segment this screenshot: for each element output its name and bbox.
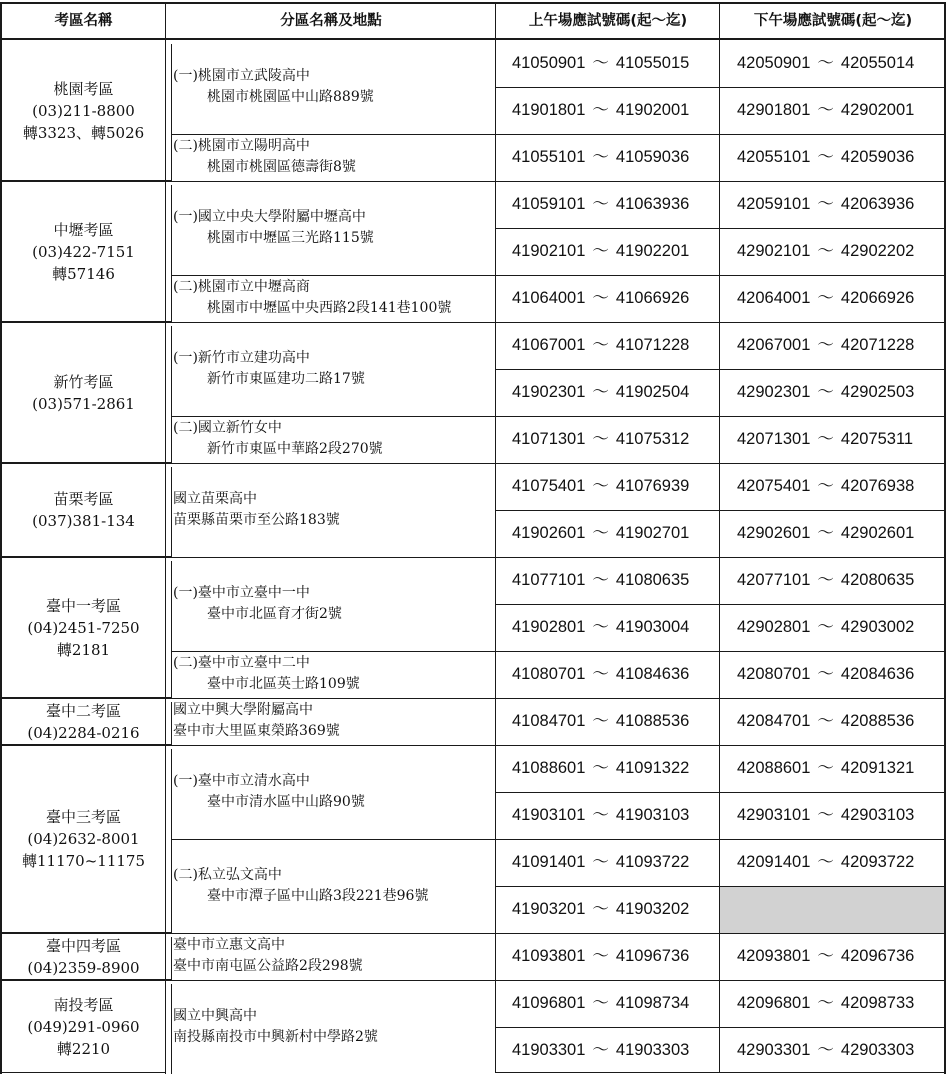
am-range — [512, 510, 689, 557]
region-phone: (04)2451-7250 — [27, 618, 140, 637]
range-end: 42902503 — [840, 383, 915, 401]
range-separator: ～ — [592, 195, 609, 213]
site-cell — [173, 654, 495, 695]
am-range — [512, 604, 689, 651]
site-address: 臺中市北區育才街2號 — [207, 606, 342, 622]
range-end: 41071228 — [615, 336, 690, 354]
range-separator: ～ — [592, 336, 609, 354]
range-end: 42902601 — [840, 524, 915, 542]
range-start: 41064001 — [512, 289, 586, 307]
range-start: 42903301 — [737, 1041, 811, 1059]
range-start: 42088601 — [737, 759, 811, 777]
site-address: 桃園市桃園區德壽街8號 — [207, 159, 356, 175]
table-rule — [0, 1072, 166, 1073]
range-separator: ～ — [817, 665, 834, 683]
range-end: 41084636 — [615, 665, 690, 683]
pm-range — [737, 87, 914, 134]
region-phone: (04)2632-8001 — [27, 830, 140, 848]
range-end: 42096736 — [840, 947, 915, 965]
range-end: 42098733 — [840, 994, 915, 1012]
pm-range — [737, 933, 914, 980]
region-extension: 轉2210 — [56, 1040, 111, 1058]
range-start: 42077101 — [737, 571, 811, 589]
range-end: 41055015 — [615, 54, 690, 72]
table-rule — [0, 2, 946, 4]
table-rule — [171, 275, 495, 276]
site-cell — [173, 419, 495, 460]
region-name: 臺中三考區 — [45, 808, 121, 826]
site-address: 桃園市中壢區三光路115號 — [207, 230, 374, 246]
range-start: 41902101 — [512, 242, 586, 260]
range-end: 41903103 — [615, 806, 690, 824]
site-address: 臺中市潭子區中山路3段221巷96號 — [207, 888, 429, 904]
region-cell — [2, 42, 165, 179]
range-start: 42902101 — [737, 242, 811, 260]
region-extension: 轉2181 — [56, 640, 111, 659]
pm-range — [737, 839, 914, 886]
range-end: 41902201 — [615, 242, 690, 260]
am-range — [512, 839, 689, 886]
range-start: 41901801 — [512, 101, 586, 119]
range-end: 42903103 — [840, 806, 915, 824]
table-rule — [0, 979, 172, 981]
site-address: 臺中市大里區東榮路369號 — [173, 723, 340, 739]
site-name: (一)桃園市立武陵高中 — [173, 68, 310, 84]
range-end: 42088536 — [840, 712, 915, 730]
range-start: 42091401 — [737, 853, 811, 871]
table-rule — [171, 326, 172, 463]
range-start: 41902801 — [512, 618, 586, 636]
site-name: 國立苗栗高中 — [173, 491, 257, 507]
range-separator: ～ — [817, 336, 834, 354]
site-name: (一)新竹市立建功高中 — [173, 350, 310, 366]
range-start: 41903101 — [512, 806, 586, 824]
am-range — [512, 698, 689, 745]
am-range — [512, 228, 689, 275]
table-rule — [719, 2, 720, 39]
range-separator: ～ — [592, 148, 609, 166]
range-start: 42084701 — [737, 712, 811, 730]
site-address: 臺中市清水區中山路90號 — [207, 794, 365, 810]
range-start: 42902301 — [737, 383, 811, 401]
site-address: 新竹市東區建功二路17號 — [207, 371, 365, 387]
site-address: 新竹市東區中華路2段270號 — [207, 441, 383, 457]
pm-range — [737, 40, 914, 87]
region-name: 南投考區 — [53, 996, 114, 1014]
table-rule — [171, 749, 172, 933]
am-range — [512, 933, 689, 980]
range-end: 41063936 — [615, 195, 690, 213]
table-rule — [171, 933, 495, 934]
range-end: 42063936 — [840, 195, 915, 213]
range-end: 42091321 — [840, 759, 915, 777]
pm-range — [737, 275, 914, 322]
table-rule — [165, 40, 166, 181]
range-separator: ～ — [592, 54, 609, 72]
range-separator: ～ — [592, 665, 609, 683]
am-range — [512, 651, 689, 698]
site-cell — [173, 982, 495, 1072]
table-rule — [171, 980, 495, 981]
pm-range — [737, 181, 914, 228]
table-rule — [171, 557, 495, 558]
table-rule — [495, 2, 496, 39]
region-phone: (03)211-8800 — [32, 101, 135, 120]
range-separator: ～ — [592, 1041, 609, 1059]
range-start: 42055101 — [737, 148, 811, 166]
range-end: 41902504 — [615, 383, 690, 401]
table-rule — [165, 181, 166, 322]
am-range — [512, 87, 689, 134]
range-start: 42075401 — [737, 477, 811, 495]
pm-range — [737, 134, 914, 181]
range-end: 41059036 — [615, 148, 690, 166]
pm-range — [737, 416, 913, 463]
site-name: (二)桃園市立中壢高商 — [173, 279, 310, 295]
range-start: 42080701 — [737, 665, 811, 683]
site-name: (二)國立新竹女中 — [173, 420, 282, 436]
range-start: 42067001 — [737, 336, 811, 354]
region-cell — [2, 700, 165, 743]
range-end: 41098734 — [615, 994, 690, 1012]
range-separator: ～ — [592, 571, 609, 589]
range-start: 42093801 — [737, 947, 811, 965]
range-start: 41096801 — [512, 994, 586, 1012]
range-end: 41091322 — [615, 759, 690, 777]
pm-range — [737, 651, 914, 698]
site-cell — [173, 465, 495, 555]
range-start: 41088601 — [512, 759, 586, 777]
site-name: 臺中市立惠文高中 — [173, 937, 285, 953]
range-separator: ～ — [817, 947, 834, 965]
range-end: 42076938 — [840, 477, 915, 495]
region-extension: 轉3323、轉5026 — [22, 123, 145, 142]
range-end: 41080635 — [615, 571, 690, 589]
am-range — [512, 980, 689, 1027]
empty-pm-cell — [720, 887, 944, 933]
pm-range — [737, 557, 914, 604]
range-end: 42902202 — [840, 242, 915, 260]
pm-range — [737, 1027, 914, 1074]
range-end: 42055014 — [840, 54, 915, 72]
site-name: (二)私立弘文高中 — [173, 867, 282, 883]
range-separator: ～ — [817, 712, 834, 730]
site-name: (一)臺中市立臺中一中 — [173, 585, 310, 601]
region-name: 桃園考區 — [53, 79, 114, 98]
range-start: 42096801 — [737, 994, 811, 1012]
table-rule — [171, 322, 495, 323]
am-range — [512, 134, 689, 181]
range-end: 42093722 — [840, 853, 915, 871]
range-separator: ～ — [592, 524, 609, 542]
range-start: 41077101 — [512, 571, 586, 589]
range-separator: ～ — [817, 571, 834, 589]
site-cell — [173, 747, 495, 837]
range-start: 41059101 — [512, 195, 586, 213]
region-cell — [2, 747, 165, 931]
site-address: 苗栗縣苗栗市至公路183號 — [173, 512, 340, 528]
site-address: 南投縣南投市中興新村中學路2號 — [173, 1029, 378, 1045]
am-range — [512, 416, 689, 463]
table-rule — [165, 2, 166, 39]
region-phone: (04)2284-0216 — [27, 723, 140, 742]
range-start: 42050901 — [737, 54, 811, 72]
range-separator: ～ — [817, 806, 834, 824]
table-rule — [171, 463, 495, 464]
range-separator: ～ — [817, 195, 834, 213]
range-end: 41096736 — [615, 947, 690, 965]
table-rule — [165, 463, 166, 557]
range-separator: ～ — [592, 289, 609, 307]
region-phone: (04)2359-8900 — [27, 958, 140, 977]
site-cell — [173, 841, 495, 931]
table-rule — [944, 2, 946, 1074]
range-end: 42066926 — [840, 289, 915, 307]
range-end: 42084636 — [840, 665, 915, 683]
range-end: 41903004 — [615, 618, 690, 636]
region-cell — [2, 324, 165, 461]
site-address: 桃園市中壢區中央西路2段141巷100號 — [207, 300, 452, 316]
region-cell — [2, 183, 165, 320]
range-separator: ～ — [592, 383, 609, 401]
table-rule — [171, 467, 172, 557]
range-separator: ～ — [592, 242, 609, 260]
range-end: 41066926 — [615, 289, 690, 307]
region-name: 中壢考區 — [53, 220, 114, 239]
table-rule — [171, 185, 172, 322]
range-end: 41093722 — [615, 853, 690, 871]
am-range — [512, 40, 689, 87]
range-end: 41902001 — [615, 101, 690, 119]
region-name: 臺中一考區 — [45, 596, 121, 615]
region-cell — [2, 935, 165, 978]
range-start: 42059101 — [737, 195, 811, 213]
table-rule — [171, 561, 172, 698]
range-separator: ～ — [592, 477, 609, 495]
am-range — [512, 369, 689, 416]
site-name: (一)臺中市立清水高中 — [173, 773, 310, 789]
range-separator: ～ — [592, 759, 609, 777]
am-range — [512, 275, 689, 322]
range-separator: ～ — [817, 853, 834, 871]
region-name: 新竹考區 — [53, 372, 114, 391]
range-separator: ～ — [817, 101, 834, 119]
range-end: 41075312 — [615, 430, 690, 448]
site-cell — [173, 936, 495, 977]
region-phone: (03)422-7151 — [32, 242, 135, 261]
range-separator: ～ — [817, 1041, 834, 1059]
pm-range — [737, 698, 914, 745]
table-rule — [171, 937, 172, 980]
range-separator: ～ — [592, 806, 609, 824]
range-start: 41093801 — [512, 947, 586, 965]
header-am: 上午場應試號碼(起～迄) — [528, 13, 688, 29]
range-end: 41903202 — [615, 900, 690, 918]
site-cell — [173, 42, 495, 132]
range-separator: ～ — [817, 524, 834, 542]
table-rule — [0, 556, 172, 558]
range-start: 41071301 — [512, 430, 586, 448]
region-name: 臺中二考區 — [45, 701, 121, 720]
range-separator: ～ — [817, 759, 834, 777]
range-start: 41903301 — [512, 1041, 586, 1059]
range-end: 42075311 — [840, 430, 914, 448]
table-rule — [165, 698, 166, 745]
table-rule — [171, 134, 495, 135]
range-start: 41055101 — [512, 148, 586, 166]
pm-range — [737, 463, 914, 510]
range-start: 41091401 — [512, 853, 586, 871]
site-address: 臺中市北區英士路109號 — [207, 676, 360, 692]
range-end: 41903303 — [615, 1041, 690, 1059]
table-rule — [495, 40, 496, 1072]
header-site: 分區名稱及地點 — [280, 13, 382, 29]
range-end: 42071228 — [840, 336, 915, 354]
range-end: 42902001 — [840, 101, 915, 119]
region-name: 苗栗考區 — [53, 490, 114, 508]
range-start: 42071301 — [737, 430, 811, 448]
region-phone: (037)381-134 — [32, 512, 135, 530]
range-start: 41067001 — [512, 336, 586, 354]
table-rule — [171, 702, 172, 745]
pm-range — [737, 980, 914, 1027]
region-phone: (03)571-2861 — [32, 394, 135, 413]
am-range — [512, 745, 689, 792]
range-start: 41902301 — [512, 383, 586, 401]
table-rule — [171, 698, 495, 699]
range-start: 42903101 — [737, 806, 811, 824]
region-extension: 轉11170~11175 — [21, 852, 145, 870]
range-separator: ～ — [592, 618, 609, 636]
range-end: 42059036 — [840, 148, 915, 166]
table-rule — [0, 321, 172, 323]
table-rule — [165, 980, 166, 1074]
site-cell — [173, 278, 495, 319]
pm-range — [737, 510, 914, 557]
site-name: 國立中興大學附屬高中 — [173, 702, 313, 718]
table-rule — [165, 557, 166, 698]
range-separator: ～ — [817, 242, 834, 260]
pm-range — [737, 322, 914, 369]
range-start: 42902601 — [737, 524, 811, 542]
table-rule — [171, 745, 495, 746]
range-separator: ～ — [592, 853, 609, 871]
pm-range — [737, 228, 914, 275]
range-start: 41050901 — [512, 54, 586, 72]
am-range — [512, 886, 689, 933]
range-end: 42903303 — [840, 1041, 915, 1059]
range-separator: ～ — [592, 430, 609, 448]
site-address: 桃園市桃園區中山路889號 — [207, 89, 374, 105]
site-name: (二)桃園市立陽明高中 — [173, 138, 310, 154]
region-cell — [2, 982, 165, 1072]
region-phone: (049)291-0960 — [27, 1018, 140, 1036]
table-rule — [171, 651, 495, 652]
range-separator: ～ — [592, 712, 609, 730]
pm-range — [737, 792, 914, 839]
range-end: 41076939 — [615, 477, 690, 495]
site-name: (一)國立中央大學附屬中壢高中 — [173, 209, 366, 225]
range-start: 41902601 — [512, 524, 586, 542]
range-separator: ～ — [817, 430, 834, 448]
site-name: 國立中興高中 — [173, 1008, 257, 1024]
site-cell — [173, 701, 495, 742]
header-pm: 下午場應試號碼(起～迄) — [753, 13, 913, 29]
site-address: 臺中市南屯區公益路2段298號 — [173, 958, 363, 974]
am-range — [512, 181, 689, 228]
table-rule — [171, 44, 172, 181]
region-name: 臺中四考區 — [45, 936, 121, 955]
range-separator: ～ — [817, 477, 834, 495]
header-region: 考區名稱 — [54, 13, 113, 29]
site-name: (二)臺中市立臺中二中 — [173, 655, 310, 671]
table-rule — [165, 745, 166, 933]
table-rule — [171, 181, 495, 182]
am-range — [512, 1027, 689, 1074]
range-separator: ～ — [592, 101, 609, 119]
range-start: 42902801 — [737, 618, 811, 636]
range-separator: ～ — [817, 618, 834, 636]
range-separator: ～ — [817, 54, 834, 72]
site-cell — [173, 559, 495, 649]
am-range — [512, 463, 689, 510]
region-cell — [2, 559, 165, 696]
pm-range — [737, 604, 914, 651]
range-separator: ～ — [817, 148, 834, 166]
region-extension: 轉57146 — [52, 264, 115, 283]
table-rule — [171, 416, 495, 417]
table-rule — [171, 984, 172, 1074]
table-rule — [165, 933, 166, 980]
range-end: 42903002 — [840, 618, 915, 636]
range-separator: ～ — [817, 383, 834, 401]
range-end: 42080635 — [840, 571, 915, 589]
range-start: 42064001 — [737, 289, 811, 307]
range-separator: ～ — [817, 289, 834, 307]
pm-range — [737, 369, 914, 416]
range-end: 41088536 — [615, 712, 690, 730]
range-separator: ～ — [592, 994, 609, 1012]
table-rule — [171, 839, 495, 840]
site-cell — [173, 137, 495, 178]
am-range — [512, 792, 689, 839]
table-rule — [0, 462, 172, 464]
site-cell — [173, 183, 495, 273]
range-end: 41902701 — [615, 524, 690, 542]
range-separator: ～ — [592, 947, 609, 965]
region-cell — [2, 465, 165, 555]
range-separator: ～ — [592, 900, 609, 918]
site-cell — [173, 324, 495, 414]
range-start: 41075401 — [512, 477, 586, 495]
range-start: 41084701 — [512, 712, 586, 730]
table-rule — [0, 180, 172, 182]
am-range — [512, 322, 689, 369]
pm-range — [737, 745, 914, 792]
range-start: 41903201 — [512, 900, 586, 918]
range-start: 42901801 — [737, 101, 811, 119]
range-separator: ～ — [817, 994, 834, 1012]
table-rule — [0, 744, 172, 746]
table-rule — [165, 322, 166, 463]
range-start: 41080701 — [512, 665, 586, 683]
am-range — [512, 557, 689, 604]
